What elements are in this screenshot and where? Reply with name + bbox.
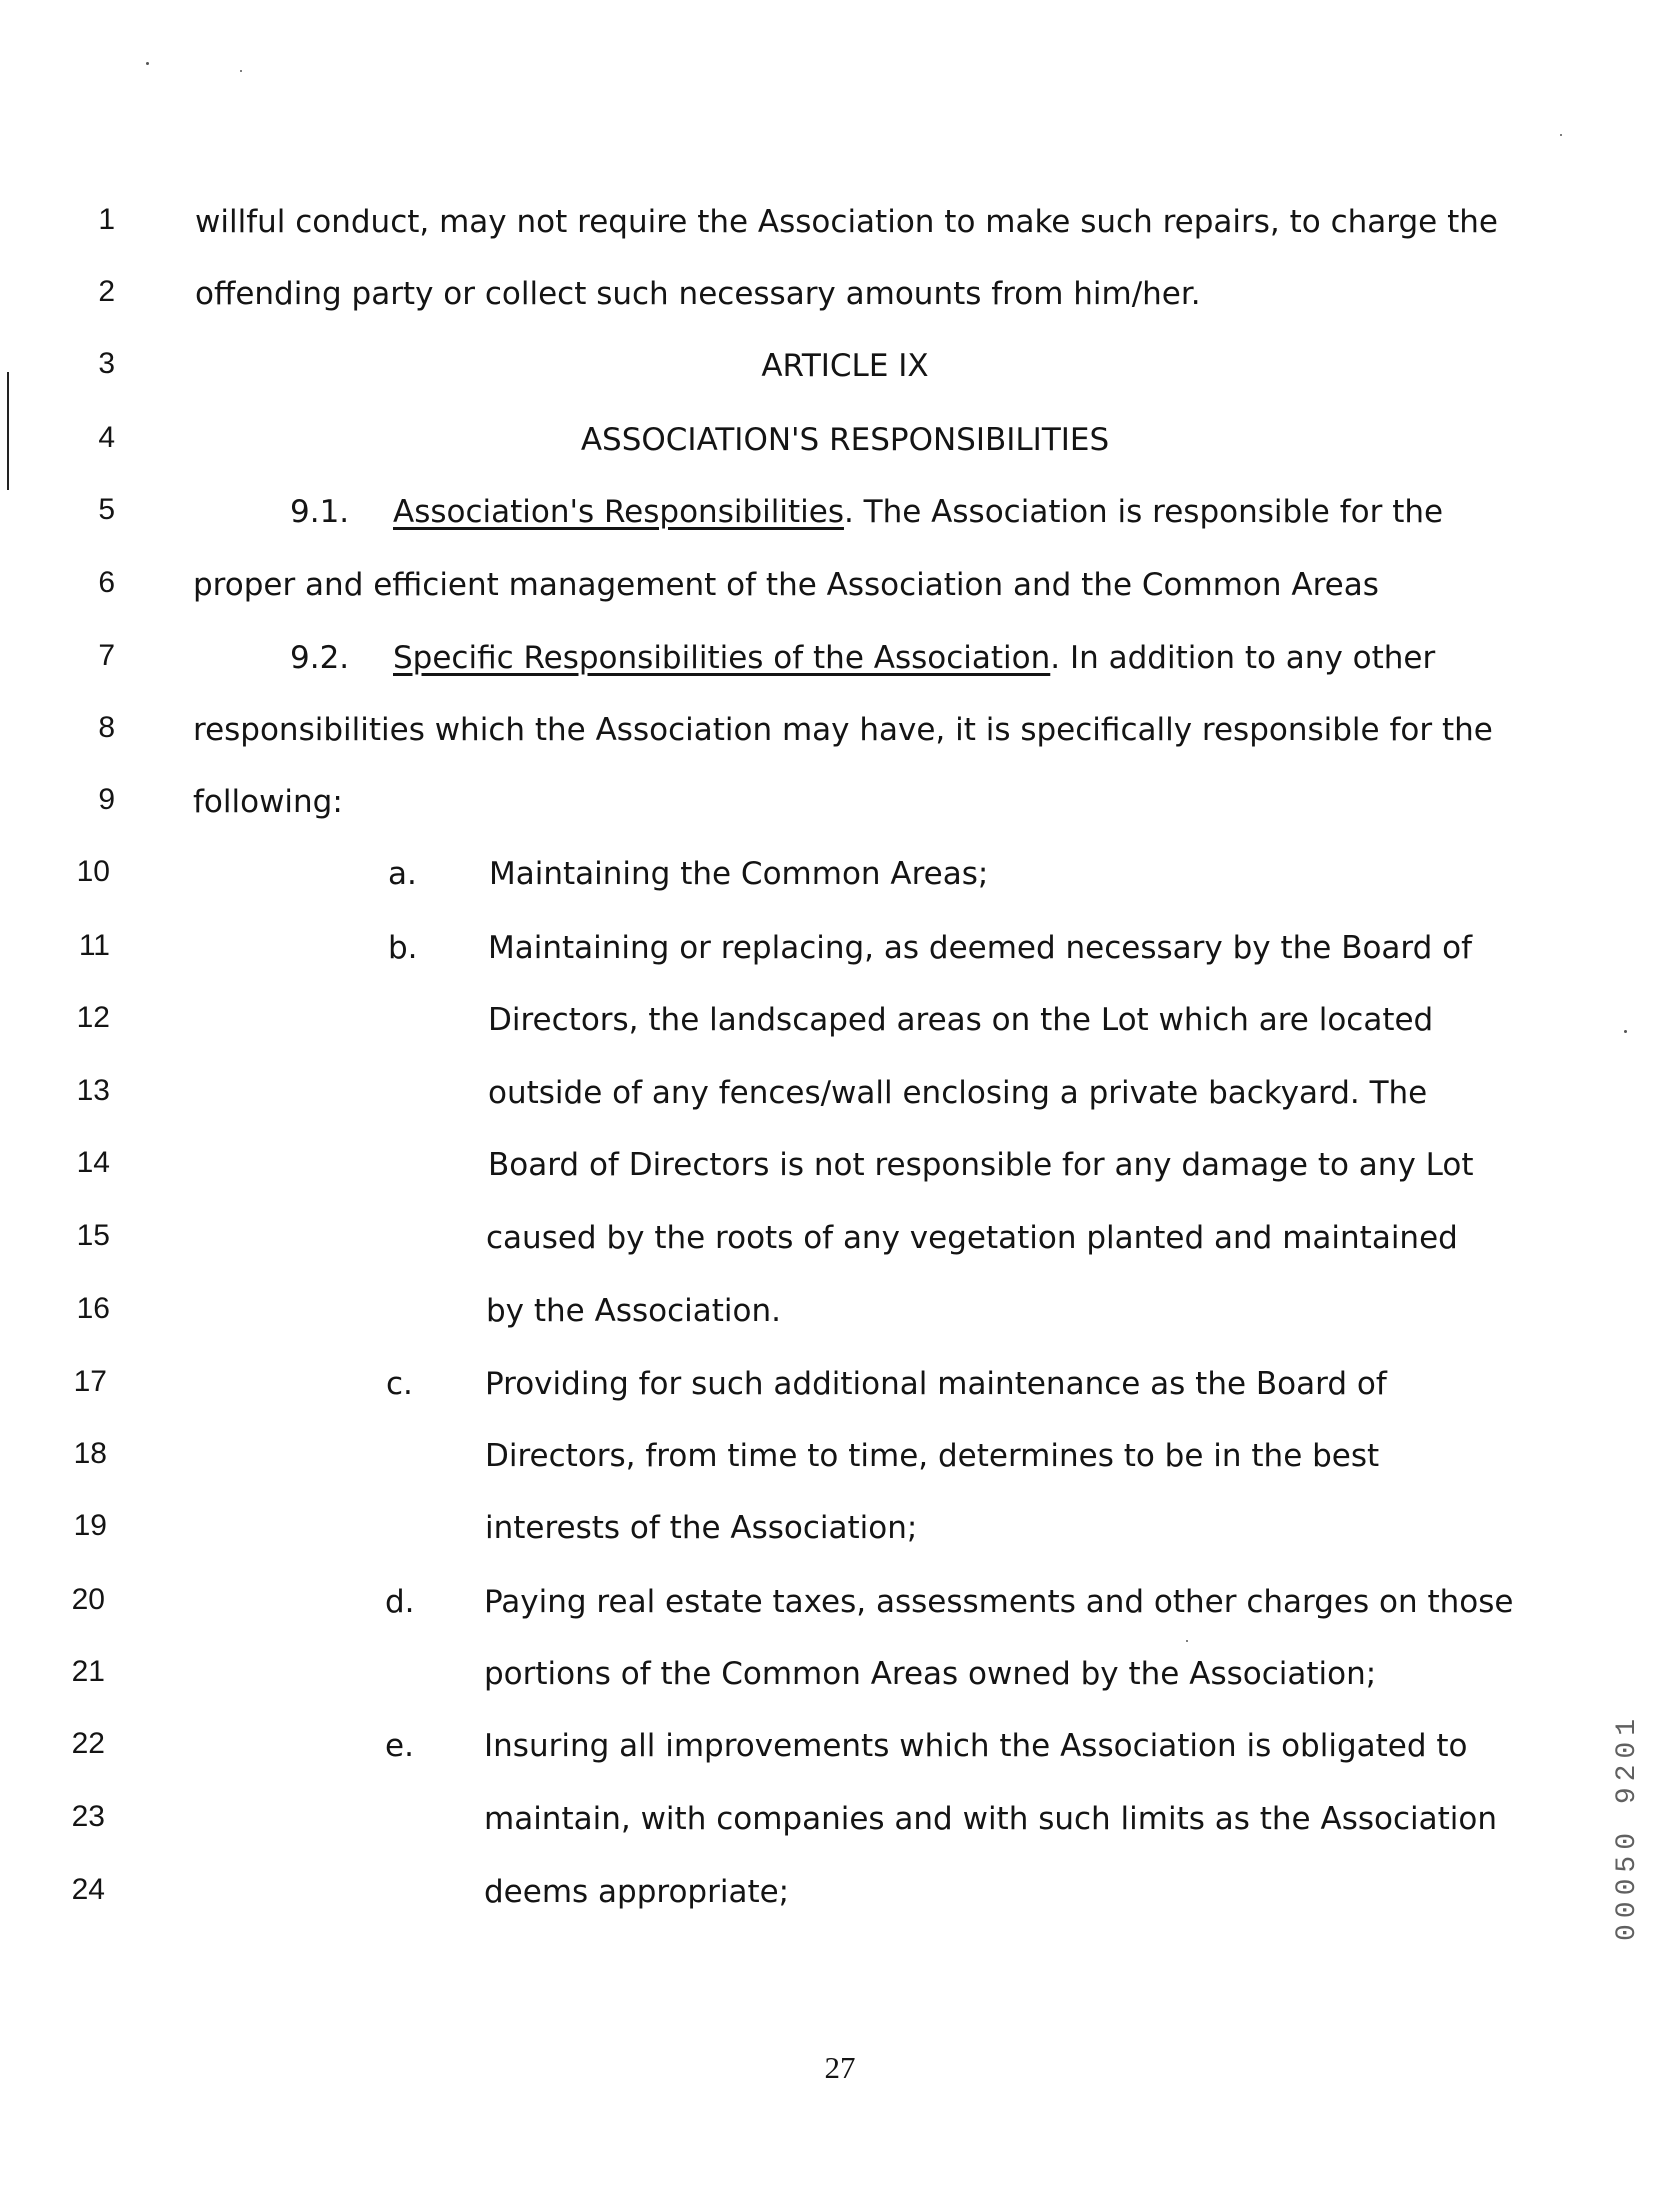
item-text: caused by the roots of any vegetation planted and maintained xyxy=(486,1220,1458,1256)
section-text: . The Association is responsible for the xyxy=(843,494,1444,530)
item-text: Maintaining the Common Areas; xyxy=(489,856,989,892)
line-number: 12 xyxy=(76,1001,110,1034)
section-heading xyxy=(393,638,1435,678)
item-text: by the Association. xyxy=(486,1293,781,1329)
item-label: a. xyxy=(388,856,417,892)
item-text: maintain, with companies and with such limits as the Association xyxy=(484,1801,1497,1837)
revision-bar xyxy=(7,372,9,490)
body-line: following: xyxy=(193,784,343,820)
line-number: 5 xyxy=(98,493,115,526)
line-number: 21 xyxy=(71,1655,105,1688)
line-number: 8 xyxy=(98,711,115,744)
line-number: 24 xyxy=(71,1873,105,1906)
line-number: 16 xyxy=(76,1292,110,1325)
line-number: 19 xyxy=(73,1509,107,1542)
line-number: 9 xyxy=(98,783,115,816)
section-title: Specific Responsibilities of the Association xyxy=(393,640,1051,676)
item-text: Directors, from time to time, determines to be in the best xyxy=(485,1438,1380,1474)
body-line: proper and efficient management of the Association and the Common Areas xyxy=(193,567,1379,603)
article-title: ASSOCIATION'S RESPONSIBILITIES xyxy=(580,422,1110,458)
line-number: 22 xyxy=(71,1727,105,1760)
item-text: Paying real estate taxes, assessments and other charges on those xyxy=(484,1584,1514,1620)
line-number: 13 xyxy=(76,1074,110,1107)
document-stamp xyxy=(1604,1576,1654,1946)
section-title: Association's Responsibilities xyxy=(393,494,844,530)
body-line: willful conduct, may not require the Association to make such repairs, to charge the xyxy=(195,204,1498,240)
line-number: 3 xyxy=(98,347,115,380)
stamp-text: 00050 9201 xyxy=(1612,1712,1643,1941)
section-text: . In addition to any other xyxy=(1050,640,1436,676)
line-number: 11 xyxy=(78,929,110,962)
line-number: 15 xyxy=(76,1219,110,1252)
item-text: Directors, the landscaped areas on the Lot which are located xyxy=(488,1002,1434,1038)
scan-speck xyxy=(1560,134,1562,136)
body-line: offending party or collect such necessary amounts from him/her. xyxy=(195,276,1201,312)
line-number: 23 xyxy=(71,1800,105,1833)
page-number: 27 xyxy=(824,2050,856,2085)
item-text: outside of any fences/wall enclosing a private backyard. The xyxy=(488,1075,1428,1111)
item-label: e. xyxy=(385,1728,414,1764)
scan-speck xyxy=(1624,1030,1627,1033)
section-number: 9.1. xyxy=(290,494,350,530)
line-number: 2 xyxy=(98,275,115,308)
section-heading xyxy=(393,492,1443,532)
line-number: 6 xyxy=(98,566,115,599)
item-text: portions of the Common Areas owned by the Association; xyxy=(484,1656,1377,1692)
line-number: 10 xyxy=(76,855,110,888)
scan-speck xyxy=(240,70,242,72)
item-text: Providing for such additional maintenance as the Board of xyxy=(485,1366,1387,1402)
item-text: deems appropriate; xyxy=(484,1874,790,1910)
line-number: 18 xyxy=(73,1437,107,1470)
line-number: 20 xyxy=(71,1583,105,1616)
line-number: 7 xyxy=(98,639,115,672)
item-text: interests of the Association; xyxy=(485,1510,918,1546)
item-text: Insuring all improvements which the Association is obligated to xyxy=(484,1728,1468,1764)
line-number: 4 xyxy=(98,421,115,454)
body-line: responsibilities which the Association may have, it is specifically responsible for the xyxy=(193,712,1493,748)
line-number: 1 xyxy=(98,203,115,236)
item-label: b. xyxy=(388,930,418,966)
item-label: d. xyxy=(385,1584,415,1620)
line-number: 14 xyxy=(76,1146,110,1179)
line-number: 17 xyxy=(73,1365,107,1398)
scan-speck xyxy=(1186,1640,1188,1642)
item-label: c. xyxy=(386,1366,413,1402)
section-number: 9.2. xyxy=(290,640,350,676)
item-text: Board of Directors is not responsible for any damage to any Lot xyxy=(488,1147,1474,1183)
article-number: ARTICLE IX xyxy=(761,348,929,384)
item-text: Maintaining or replacing, as deemed necessary by the Board of xyxy=(488,930,1473,966)
scan-speck xyxy=(146,62,149,65)
